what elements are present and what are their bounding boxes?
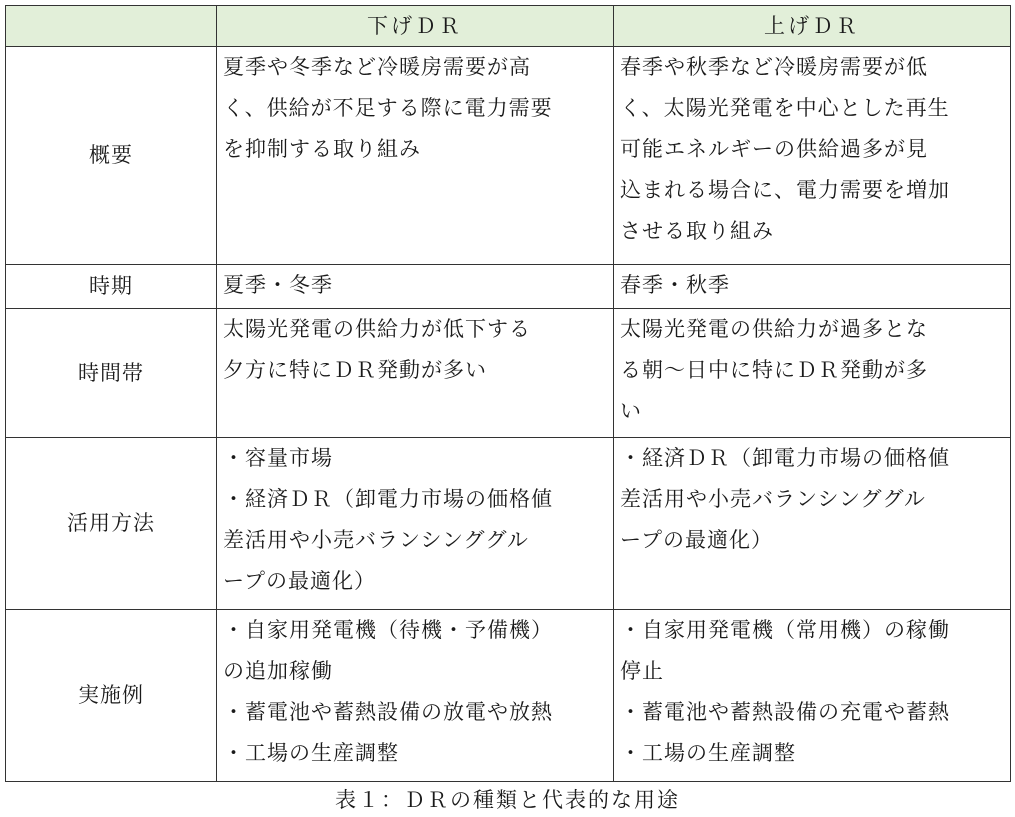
row-label: 活用方法 (6, 438, 217, 610)
cell-line: させる取り組み (620, 219, 774, 243)
cell-line: 可能エネルギーの供給過多が見 (620, 137, 928, 161)
row-label: 概要 (6, 47, 217, 265)
down-dr-cell (217, 265, 614, 309)
cell-line: ープの最適化） (223, 569, 376, 593)
cell-line: く、供給が不足する際に電力需要 (223, 96, 553, 120)
up-dr-cell (614, 438, 1011, 610)
cell-line: ・自家用発電機（常用機）の稼働 (620, 618, 950, 642)
cell-line: を抑制する取り組み (223, 137, 421, 161)
down-dr-cell (217, 438, 614, 610)
cell-line: ・工場の生産調整 (620, 741, 796, 765)
cell-line: 春季・秋季 (620, 273, 730, 297)
cell-line: 込まれる場合に、電力需要を増加 (620, 178, 950, 202)
row-label: 時期 (6, 265, 217, 309)
header-corner-cell (6, 6, 217, 47)
table-caption: 表１：ＤＲの種類と代表的な用途 (335, 788, 680, 812)
down-dr-cell (217, 47, 614, 265)
cell-line: ・経済ＤＲ（卸電力市場の価格値 (620, 446, 950, 470)
cell-line: 夏季・冬季 (223, 273, 333, 297)
cell-line: ープの最適化） (620, 528, 773, 552)
up-dr-cell (614, 309, 1011, 438)
table-row (6, 265, 1011, 309)
cell-line: く、太陽光発電を中心とした再生 (620, 96, 950, 120)
cell-line: 差活用や小売バランシンググル (620, 487, 926, 511)
cell-line: 春季や秋季など冷暖房需要が低 (620, 55, 928, 79)
up-dr-cell (614, 610, 1011, 782)
cell-line: 停止 (620, 659, 664, 683)
cell-line: 差活用や小売バランシンググル (223, 528, 529, 552)
cell-line: る朝～日中に特にＤＲ発動が多 (620, 358, 928, 382)
cell-line: ・自家用発電機（待機・予備機） (223, 618, 553, 642)
down-dr-cell (217, 610, 614, 782)
up-dr-cell (614, 265, 1011, 309)
cell-line: い (620, 399, 642, 423)
cell-line: 太陽光発電の供給力が過多とな (620, 317, 928, 341)
table-row (6, 438, 1011, 610)
cell-line: 太陽光発電の供給力が低下する (223, 317, 531, 341)
cell-line: ・蓄電池や蓄熱設備の充電や蓄熱 (620, 700, 950, 724)
cell-line: ・蓄電池や蓄熱設備の放電や放熱 (223, 700, 553, 724)
cell-line: ・経済ＤＲ（卸電力市場の価格値 (223, 487, 553, 511)
table-body (6, 47, 1011, 782)
header-down-dr: 下げＤＲ (217, 6, 614, 47)
row-label: 時間帯 (6, 309, 217, 438)
cell-line: 夏季や冬季など冷暖房需要が高 (223, 55, 531, 79)
cell-line: 夕方に特にＤＲ発動が多い (223, 358, 487, 382)
cell-line: ・容量市場 (223, 446, 333, 470)
row-label: 実施例 (6, 610, 217, 782)
cell-line: の追加稼働 (223, 659, 333, 683)
dr-table (5, 5, 1011, 782)
table-row (6, 309, 1011, 438)
table-row (6, 47, 1011, 265)
header-row (6, 6, 1011, 47)
cell-line: ・工場の生産調整 (223, 741, 399, 765)
up-dr-cell (614, 47, 1011, 265)
down-dr-cell (217, 309, 614, 438)
header-up-dr: 上げＤＲ (614, 6, 1011, 47)
table-row (6, 610, 1011, 782)
